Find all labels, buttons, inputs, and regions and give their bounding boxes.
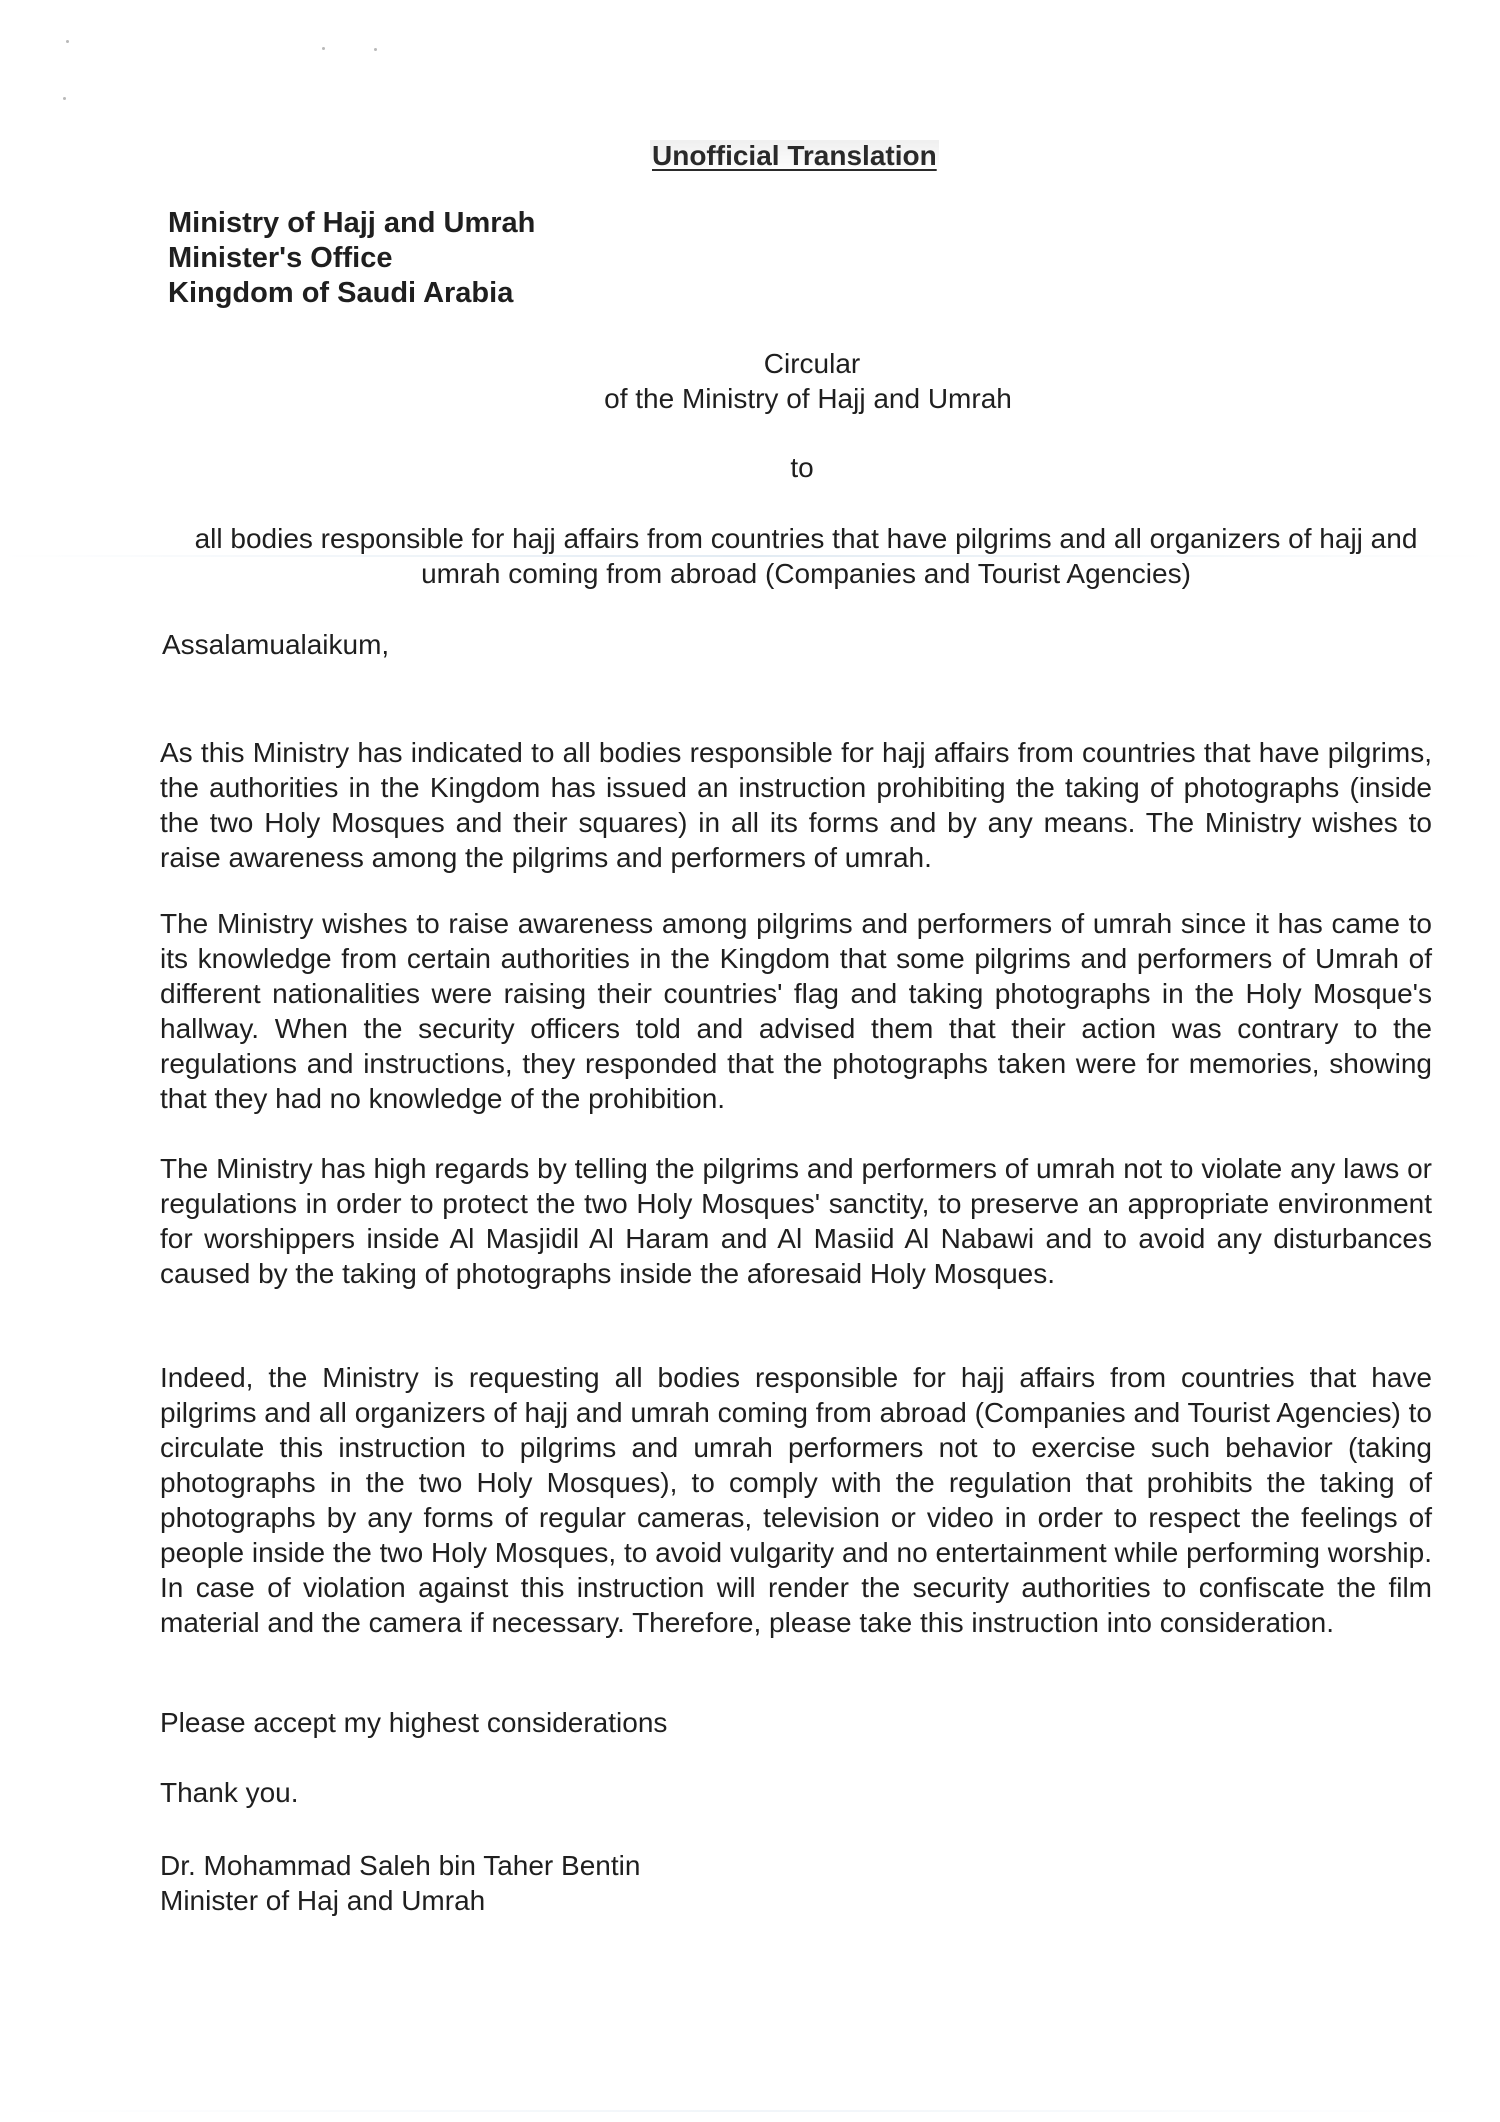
- unofficial-translation-label: Unofficial Translation: [652, 140, 937, 171]
- scan-speck: [63, 97, 66, 100]
- scan-speck: [374, 48, 377, 51]
- letterhead-office: Minister's Office: [168, 242, 393, 274]
- body-paragraph: The Ministry wishes to raise awareness among pilgrims and performers of umrah since it has came to its knowledge from certain authorities in the Kingdom that some pilgrims and performers of Umrah of different nationalities were raising their countries' flag and taking photographs in the Holy Mosque's hallway. When the security officers told and advised them that their action was contrary to the regulations and instructions, they responded that the photographs taken were for memories, showing that they had no knowledge of the prohibition.: [160, 908, 1432, 1114]
- body-paragraph: Indeed, the Ministry is requesting all bodies responsible for hajj affairs from countries that have pilgrims and all organizers of hajj and umrah coming from abroad (Companies and Tourist Agencies) to circulate this instruction to pilgrims and umrah performers not to exercise such behavior (taking photographs in the two Holy Mosques), to comply with the regulation that prohibits the taking of photographs by any forms of regular cameras, television or video in order to respect the feelings of people inside the two Holy Mosques, to avoid vulgarity and no entertainment while performing worship. In case of violation against this instruction will render the security authorities to confiscate the film material and the camera if necessary. Therefore, please take this instruction into consideration.: [160, 1362, 1432, 1638]
- closing-thanks: Thank you.: [160, 1777, 299, 1808]
- body-paragraph: The Ministry has high regards by telling the pilgrims and performers of umrah not to violate any laws or regulations in order to protect the two Holy Mosques' sanctity, to preserve an appropriate environment for worshippers inside Al Masjidil Al Haram and Al Masiid Al Nabawi and to avoid any disturbances caused by the taking of photographs inside the aforesaid Holy Mosques.: [160, 1153, 1432, 1289]
- letterhead-kingdom: Kingdom of Saudi Arabia: [168, 277, 514, 309]
- letterhead-ministry: Ministry of Hajj and Umrah: [168, 207, 536, 239]
- signature-title: Minister of Haj and Umrah: [160, 1885, 486, 1916]
- addressee: all bodies responsible for hajj affairs from countries that have pilgrims and all organizers of hajj and umrah coming from abroad (Companies and Tourist Agencies): [194, 523, 1418, 589]
- closing-considerations: Please accept my highest considerations: [160, 1707, 668, 1738]
- scan-speck: [322, 47, 325, 50]
- circular-subtitle: of the Ministry of Hajj and Umrah: [604, 383, 1012, 414]
- scan-speck: [66, 40, 69, 43]
- salutation: Assalamualaikum,: [162, 629, 390, 660]
- circular-title: Circular: [763, 348, 861, 379]
- signature-name: Dr. Mohammad Saleh bin Taher Bentin: [160, 1850, 641, 1881]
- letterhead: [168, 206, 535, 311]
- scan-line: [0, 2110, 1490, 2112]
- signature-block: [160, 1848, 640, 1918]
- circular-to: to: [790, 452, 814, 483]
- body-paragraph: As this Ministry has indicated to all bodies responsible for hajj affairs from countries that have pilgrims, the authorities in the Kingdom has issued an instruction prohibiting the taking of photographs (inside the two Holy Mosques and their squares) in all its forms and by any means. The Ministry wishes to raise awareness among the pilgrims and performers of umrah.: [160, 737, 1432, 873]
